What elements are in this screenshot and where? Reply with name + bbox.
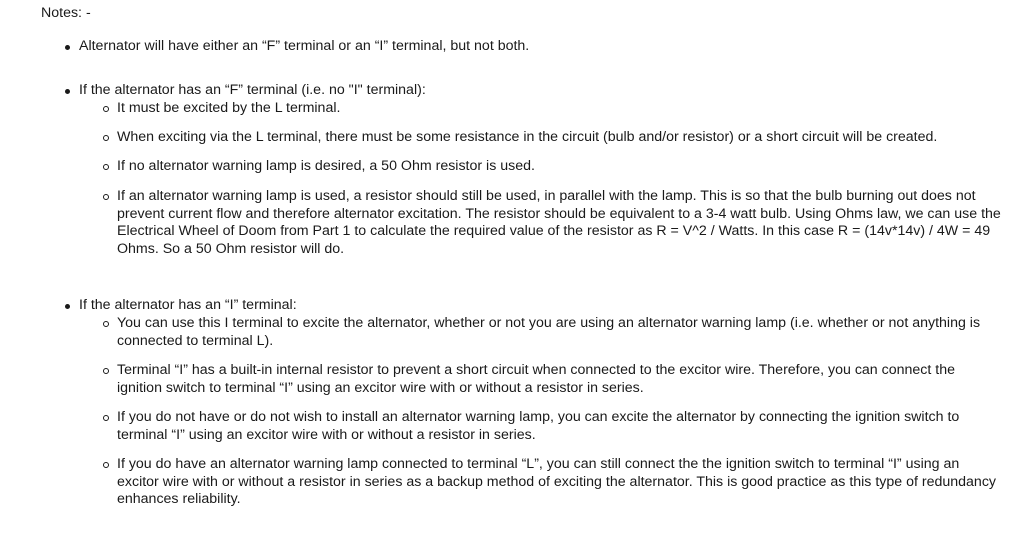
sub-item-i-excite-alternator: You can use this I terminal to excite the alternator, whether or not you are using an alternator warning lamp (i.e. whether or not anything is connected to terminal L). — [117, 315, 1003, 350]
sub-item-f-excited-by-l: It must be excited by the L terminal. — [117, 100, 1003, 118]
bullet-one-terminal-only: Alternator will have either an “F” terminal or an “I” terminal, but not both. — [79, 38, 1004, 56]
bullet-i-terminal: If the alternator has an “I” terminal: — [79, 297, 1004, 315]
sub-item-i-internal-resistor: Terminal “I” has a built-in internal resistor to prevent a short circuit when connected to the excitor wire. Therefore, you can connect the ignition switch to terminal “I” using an excitor wire with or without a resistor in series. — [117, 362, 1003, 397]
sub-item-f-lamp-with-resistor: If an alternator warning lamp is used, a resistor should still be used, in parallel with the lamp. This is so that the bulb burning out does not prevent current flow and therefore alternator excitation. The resistor should be equivalent to a 3-4 watt bulb. Using Ohms law, we can use the Electrical Wheel of Doom from Part 1 to calculate the required value of the resistor as R = V^2 / Watts. In this case R = (14v*14v) / 4W = 49 Ohms. So a 50 Ohm resistor will do. — [117, 188, 1003, 258]
bullet-f-terminal: If the alternator has an “F” terminal (i.e. no "I" terminal): — [79, 82, 1004, 100]
notes-title: Notes: - — [41, 5, 91, 21]
sub-item-f-resistance-required: When exciting via the L terminal, there must be some resistance in the circuit (bulb and/or resistor) or a short circuit will be created. — [117, 129, 1003, 147]
sub-item-i-no-lamp: If you do not have or do not wish to install an alternator warning lamp, you can excite the alternator by connecting the ignition switch to terminal “I” using an excitor wire with or without a resistor in series. — [117, 409, 1003, 444]
sub-item-i-with-lamp-backup: If you do have an alternator warning lamp connected to terminal “L”, you can still connect the the ignition switch to terminal “I” using an excitor wire with or without a resistor in series as a backup method of exciting the alternator. This is good practice as this type of redundancy enhances reliability. — [117, 456, 1003, 509]
sub-item-f-no-lamp-resistor: If no alternator warning lamp is desired, a 50 Ohm resistor is used. — [117, 158, 1003, 176]
